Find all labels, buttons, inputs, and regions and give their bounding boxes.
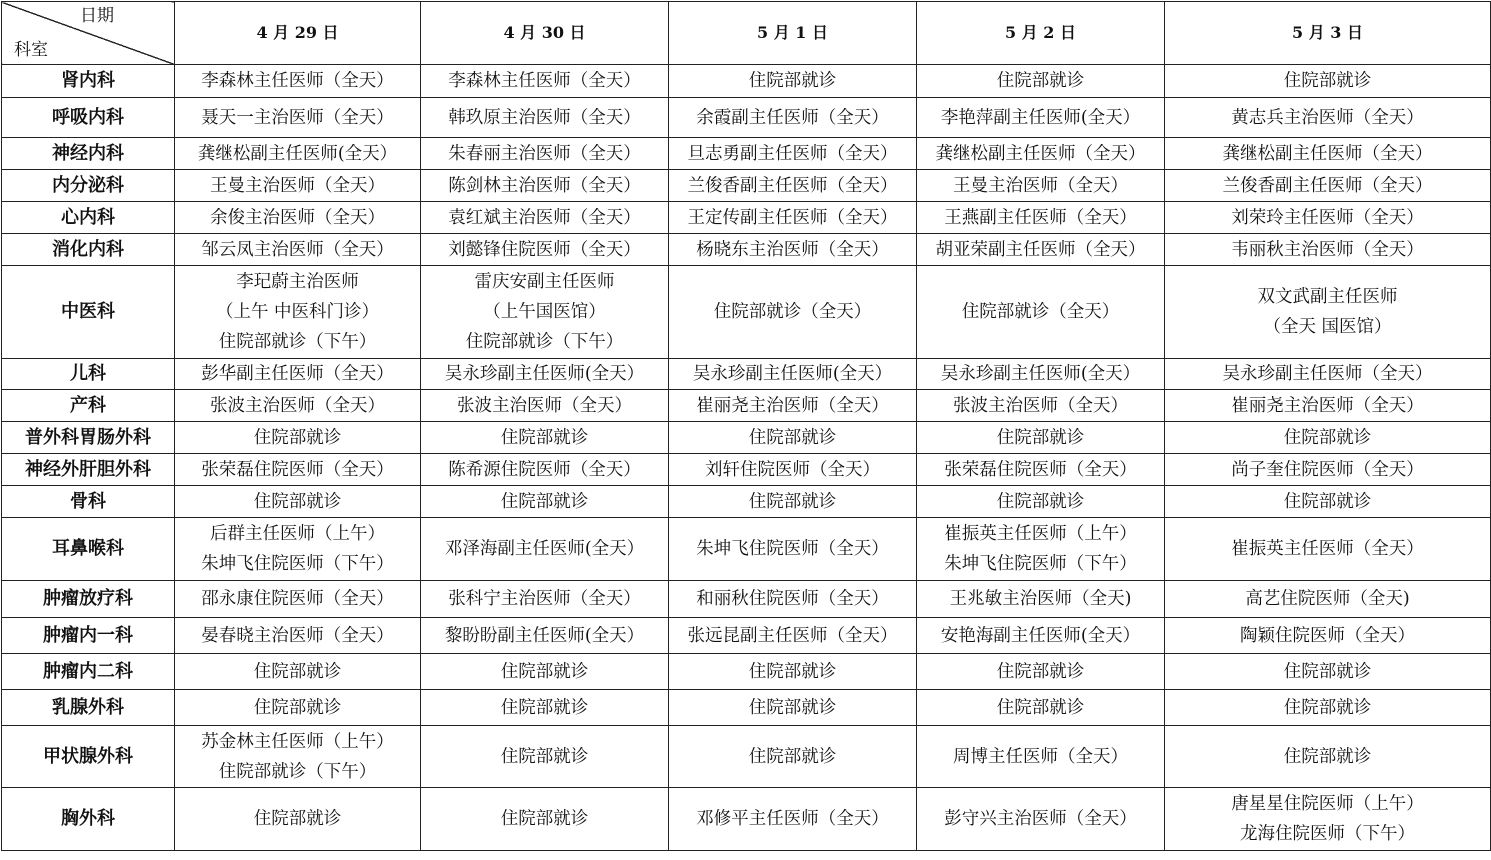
table-row [2, 390, 1491, 422]
schedule-cell [1165, 618, 1491, 654]
schedule-cell [669, 202, 917, 234]
schedule-cell [421, 390, 669, 422]
schedule-cell [917, 454, 1165, 486]
corner-date-label: 日期 [80, 6, 114, 26]
schedule-cell-line: 住院部就诊 [996, 697, 1085, 718]
schedule-cell-line: 后群主任医师（上午） [210, 524, 385, 544]
schedule-cell [669, 266, 917, 359]
schedule-cell [917, 202, 1165, 234]
schedule-cell-line: 唐星星住院医师（上午） [1231, 794, 1424, 814]
schedule-cell-line: （上午国医馆） [483, 302, 606, 322]
schedule-cell [1165, 234, 1491, 266]
schedule-cell [1165, 654, 1491, 690]
schedule-cell-line: （上午 中医科门诊） [215, 302, 380, 322]
schedule-cell [917, 170, 1165, 202]
schedule-cell-line: 张波主治医师（全天） [953, 395, 1128, 416]
schedule-cell [917, 359, 1165, 390]
schedule-cell-line: 龚继松副主任医师（全天） [935, 143, 1146, 164]
department-name: 肿瘤内二科 [2, 654, 175, 690]
table-row [2, 788, 1491, 851]
schedule-cell-line: 王兆敏主治医师（全天) [949, 589, 1132, 609]
schedule-cell [421, 654, 669, 690]
schedule-cell-line: 住院部就诊 [748, 427, 837, 448]
schedule-cell [175, 581, 421, 618]
schedule-cell [175, 138, 421, 170]
schedule-cell [421, 138, 669, 170]
schedule-cell [175, 726, 421, 788]
schedule-cell [1165, 170, 1491, 202]
date-header: 4 月 30 日 [421, 2, 669, 65]
schedule-cell-line: 住院部就诊（全天） [961, 302, 1120, 322]
department-name: 骨科 [2, 486, 175, 518]
table-row [2, 170, 1491, 202]
schedule-cell-line: 邹云凤主治医师（全天） [201, 239, 394, 260]
schedule-cell-line: 住院部就诊（下午） [218, 761, 377, 782]
schedule-cell-line: 张远昆副主任医师（全天） [687, 625, 898, 646]
schedule-cell [669, 65, 917, 98]
department-name: 肾内科 [2, 65, 175, 98]
department-name: 儿科 [2, 359, 175, 390]
schedule-cell [421, 518, 669, 581]
schedule-cell-line: 住院部就诊 [253, 427, 342, 448]
schedule-cell-line: 晏春晓主治医师（全天） [201, 625, 394, 646]
schedule-cell [917, 690, 1165, 726]
department-name: 甲状腺外科 [2, 726, 175, 788]
schedule-cell [421, 788, 669, 851]
schedule-cell [1165, 359, 1491, 390]
schedule-cell-line: 张荣磊住院医师（全天） [944, 459, 1137, 480]
schedule-cell-line: 住院部就诊（下午） [465, 332, 624, 352]
schedule-cell [1165, 486, 1491, 518]
schedule-cell-line: 韩玖原主治医师（全天） [448, 107, 641, 128]
schedule-cell [669, 581, 917, 618]
schedule-cell-line: 雷庆安副主任医师 [474, 272, 615, 292]
schedule-cell-line: 尚子奎住院医师（全天） [1231, 459, 1424, 480]
schedule-cell [1165, 726, 1491, 788]
department-name: 内分泌科 [2, 170, 175, 202]
schedule-cell [175, 690, 421, 726]
schedule-cell [175, 518, 421, 581]
schedule-cell-line: 住院部就诊 [253, 491, 342, 512]
table-row [2, 98, 1491, 138]
schedule-cell-line: 住院部就诊 [996, 71, 1085, 91]
schedule-cell [917, 654, 1165, 690]
schedule-cell [1165, 98, 1491, 138]
date-header: 4 月 29 日 [175, 2, 421, 65]
schedule-cell-line: 张荣磊住院医师（全天） [201, 459, 394, 480]
schedule-cell [917, 422, 1165, 454]
schedule-cell [175, 390, 421, 422]
schedule-cell-line: 龚继松副主任医师(全天） [197, 143, 398, 164]
department-name: 耳鼻喉科 [2, 518, 175, 581]
schedule-cell [421, 486, 669, 518]
schedule-cell-line: 陈剑林主治医师（全天） [448, 175, 641, 196]
schedule-cell-line: 刘荣玲主任医师（全天） [1231, 207, 1424, 228]
schedule-cell-line: 吴永珍副主任医师(全天） [692, 364, 893, 384]
department-name: 神经内科 [2, 138, 175, 170]
schedule-cell-line: 住院部就诊 [748, 71, 837, 91]
table-row [2, 726, 1491, 788]
schedule-cell-line: 王定传副主任医师（全天） [687, 207, 898, 228]
schedule-cell [917, 518, 1165, 581]
schedule-cell [669, 518, 917, 581]
schedule-cell-line: 陈希源住院医师（全天） [448, 459, 641, 480]
schedule-cell [669, 726, 917, 788]
schedule-cell [1165, 690, 1491, 726]
schedule-cell [421, 65, 669, 98]
schedule-cell-line: 崔丽尧主治医师（全天） [696, 395, 889, 416]
department-name: 呼吸内科 [2, 98, 175, 138]
schedule-cell [421, 726, 669, 788]
schedule-cell [917, 98, 1165, 138]
schedule-cell [669, 359, 917, 390]
schedule-cell-line: 黎盼盼副主任医师(全天） [444, 625, 645, 646]
schedule-cell-line: 住院部就诊 [996, 491, 1085, 512]
schedule-cell [917, 581, 1165, 618]
department-name: 胸外科 [2, 788, 175, 851]
schedule-cell-line: 张波主治医师（全天） [210, 395, 385, 416]
schedule-cell [175, 359, 421, 390]
schedule-cell-line: 张科宁主治医师（全天） [448, 589, 641, 609]
corner-dept-label: 科室 [14, 40, 48, 60]
schedule-cell-line: 周博主任医师（全天） [953, 746, 1128, 767]
schedule-cell-line: 住院部就诊 [1283, 661, 1372, 682]
schedule-cell [669, 170, 917, 202]
schedule-cell [175, 98, 421, 138]
table-row [2, 454, 1491, 486]
schedule-cell-line: 朱坤飞住院医师（下午） [944, 554, 1137, 574]
schedule-cell-line: 住院部就诊 [748, 491, 837, 512]
schedule-cell-line: 住院部就诊 [253, 697, 342, 718]
schedule-cell [669, 690, 917, 726]
schedule-cell-line: 刘懿锋住院医师（全天） [448, 239, 641, 260]
schedule-cell-line: 住院部就诊 [1283, 427, 1372, 448]
schedule-cell [175, 654, 421, 690]
schedule-cell [1165, 202, 1491, 234]
corner-header-cell [2, 2, 175, 65]
schedule-cell [175, 454, 421, 486]
schedule-cell-line: 邓修平主任医师（全天） [696, 809, 889, 829]
schedule-cell-line: 李玘蔚主治医师 [236, 272, 359, 292]
schedule-cell-line: 住院部就诊 [500, 661, 589, 682]
schedule-cell-line: 住院部就诊 [748, 746, 837, 767]
duty-schedule-table [1, 1, 1491, 851]
schedule-cell [917, 65, 1165, 98]
schedule-cell-line: 龚继松副主任医师（全天） [1222, 143, 1433, 164]
schedule-cell-line: 住院部就诊（下午） [218, 332, 377, 352]
schedule-cell-line: 朱春丽主治医师（全天） [448, 143, 641, 164]
schedule-cell [1165, 65, 1491, 98]
schedule-cell [917, 266, 1165, 359]
schedule-body [2, 65, 1491, 851]
schedule-cell [175, 486, 421, 518]
header-row [2, 2, 1491, 65]
schedule-cell-line: 住院部就诊 [500, 491, 589, 512]
schedule-cell-line: 余霞副主任医师（全天） [696, 107, 889, 128]
schedule-cell-line: 吴永珍副主任医师（全天） [1222, 364, 1433, 384]
schedule-cell-line: 龙海住院医师（下午） [1240, 824, 1415, 844]
schedule-cell-line: 吴永珍副主任医师(全天） [444, 364, 645, 384]
schedule-cell-line: 安艳海副主任医师(全天） [940, 625, 1141, 646]
schedule-cell [175, 422, 421, 454]
schedule-cell [1165, 518, 1491, 581]
schedule-cell-line: 彭守兴主治医师（全天） [944, 809, 1137, 829]
schedule-cell-line: 住院部就诊 [748, 697, 837, 718]
schedule-cell-line: 兰俊香副主任医师（全天） [687, 175, 898, 196]
schedule-cell [669, 788, 917, 851]
schedule-cell-line: 胡亚荣副主任医师（全天） [935, 239, 1146, 260]
schedule-cell [669, 454, 917, 486]
schedule-cell-line: 住院部就诊 [500, 697, 589, 718]
schedule-cell-line: 韦丽秋主治医师（全天） [1231, 239, 1424, 260]
schedule-cell-line: 余俊主治医师（全天） [210, 207, 385, 228]
schedule-cell-line: 李艳萍副主任医师(全天） [940, 107, 1141, 128]
schedule-cell-line: 住院部就诊 [996, 427, 1085, 448]
table-row [2, 618, 1491, 654]
schedule-cell-line: 王曼主治医师（全天） [210, 175, 385, 196]
department-name: 普外科胃肠外科 [2, 422, 175, 454]
schedule-cell [917, 788, 1165, 851]
schedule-cell-line: 陶颖住院医师（全天） [1240, 625, 1415, 646]
table-row [2, 138, 1491, 170]
schedule-cell-line: 住院部就诊 [1283, 491, 1372, 512]
schedule-cell-line: 邓泽海副主任医师(全天） [444, 539, 645, 559]
department-name: 神经外肝胆外科 [2, 454, 175, 486]
table-row [2, 654, 1491, 690]
department-name: 乳腺外科 [2, 690, 175, 726]
department-name: 肿瘤内一科 [2, 618, 175, 654]
schedule-cell-line: 兰俊香副主任医师（全天） [1222, 175, 1433, 196]
schedule-cell-line: 刘轩住院医师（全天） [705, 459, 880, 480]
schedule-cell-line: 李森林主任医师（全天） [201, 71, 394, 91]
table-row [2, 422, 1491, 454]
table-row [2, 65, 1491, 98]
schedule-cell [175, 65, 421, 98]
table-row [2, 202, 1491, 234]
schedule-cell [1165, 422, 1491, 454]
schedule-cell [669, 234, 917, 266]
schedule-cell-line: 和丽秋住院医师（全天） [696, 589, 889, 609]
schedule-cell-line: 崔丽尧主治医师（全天） [1231, 395, 1424, 416]
schedule-cell [669, 390, 917, 422]
schedule-cell-line: 住院部就诊 [1283, 746, 1372, 767]
schedule-cell-line: 住院部就诊 [996, 661, 1085, 682]
schedule-cell [1165, 138, 1491, 170]
schedule-cell [1165, 390, 1491, 422]
department-name: 中医科 [2, 266, 175, 359]
table-row [2, 266, 1491, 359]
schedule-cell [421, 359, 669, 390]
schedule-cell [1165, 454, 1491, 486]
schedule-cell [669, 138, 917, 170]
schedule-cell-line: 苏金林主任医师（上午） [201, 731, 394, 752]
schedule-cell [175, 618, 421, 654]
schedule-cell-line: 高艺住院医师（全天) [1245, 589, 1410, 609]
schedule-cell [421, 618, 669, 654]
schedule-cell-line: 住院部就诊 [1283, 697, 1372, 718]
schedule-cell [175, 266, 421, 359]
schedule-cell-line: 崔振英主任医师（全天） [1231, 539, 1424, 559]
schedule-cell [669, 422, 917, 454]
schedule-cell [669, 98, 917, 138]
schedule-cell [917, 138, 1165, 170]
department-name: 消化内科 [2, 234, 175, 266]
schedule-cell-line: 聂天一主治医师（全天） [201, 107, 394, 128]
schedule-cell-line: 李森林主任医师（全天） [448, 71, 641, 91]
table-row [2, 359, 1491, 390]
schedule-cell-line: 吴永珍副主任医师(全天） [940, 364, 1141, 384]
table-row [2, 518, 1491, 581]
schedule-cell-line: 住院部就诊 [500, 427, 589, 448]
schedule-cell-line: 住院部就诊 [253, 809, 342, 829]
schedule-cell [917, 234, 1165, 266]
schedule-cell [1165, 788, 1491, 851]
schedule-cell [421, 690, 669, 726]
schedule-cell-line: 双文武副主任医师 [1257, 287, 1398, 307]
date-header: 5 月 1 日 [669, 2, 917, 65]
schedule-cell [421, 98, 669, 138]
table-row [2, 234, 1491, 266]
schedule-cell [421, 234, 669, 266]
schedule-cell-line: 住院部就诊（全天） [713, 302, 872, 322]
schedule-cell [917, 726, 1165, 788]
schedule-cell-line: 住院部就诊 [748, 661, 837, 682]
date-header: 5 月 2 日 [917, 2, 1165, 65]
department-name: 肿瘤放疗科 [2, 581, 175, 618]
schedule-cell-line: 住院部就诊 [1283, 71, 1372, 91]
schedule-cell [421, 422, 669, 454]
schedule-cell [917, 390, 1165, 422]
schedule-cell-line: 王燕副主任医师（全天） [944, 207, 1137, 228]
schedule-cell-line: 王曼主治医师（全天） [953, 175, 1128, 196]
schedule-cell-line: 住院部就诊 [253, 661, 342, 682]
schedule-cell [1165, 266, 1491, 359]
schedule-cell [669, 618, 917, 654]
schedule-cell-line: 张波主治医师（全天） [457, 395, 632, 416]
schedule-cell [421, 202, 669, 234]
schedule-cell-line: 杨晓东主治医师（全天） [696, 239, 889, 260]
schedule-cell-line: 旦志勇副主任医师（全天） [687, 143, 898, 164]
schedule-cell-line: 邵永康住院医师（全天） [201, 589, 394, 609]
schedule-cell-line: 黄志兵主治医师（全天） [1231, 107, 1424, 128]
table-row [2, 581, 1491, 618]
schedule-cell-line: （全天 国医馆） [1263, 317, 1392, 337]
schedule-cell [175, 202, 421, 234]
schedule-cell-line: 住院部就诊 [500, 746, 589, 767]
schedule-cell [1165, 581, 1491, 618]
schedule-cell [421, 581, 669, 618]
schedule-cell [669, 654, 917, 690]
schedule-cell [917, 486, 1165, 518]
schedule-cell [917, 618, 1165, 654]
table-row [2, 690, 1491, 726]
schedule-cell [175, 170, 421, 202]
schedule-cell [669, 486, 917, 518]
schedule-cell-line: 崔振英主任医师（上午） [944, 524, 1137, 544]
schedule-cell [175, 234, 421, 266]
schedule-cell-line: 朱坤飞住院医师（下午） [201, 554, 394, 574]
department-name: 心内科 [2, 202, 175, 234]
schedule-cell [421, 454, 669, 486]
schedule-cell [175, 788, 421, 851]
schedule-cell [421, 266, 669, 359]
department-name: 产科 [2, 390, 175, 422]
schedule-cell-line: 袁红斌主治医师（全天） [448, 207, 641, 228]
date-header: 5 月 3 日 [1165, 2, 1491, 65]
schedule-cell [421, 170, 669, 202]
schedule-cell-line: 彭华副主任医师（全天） [201, 364, 394, 384]
schedule-cell-line: 住院部就诊 [500, 809, 589, 829]
schedule-cell-line: 朱坤飞住院医师（全天） [696, 539, 889, 559]
table-row [2, 486, 1491, 518]
